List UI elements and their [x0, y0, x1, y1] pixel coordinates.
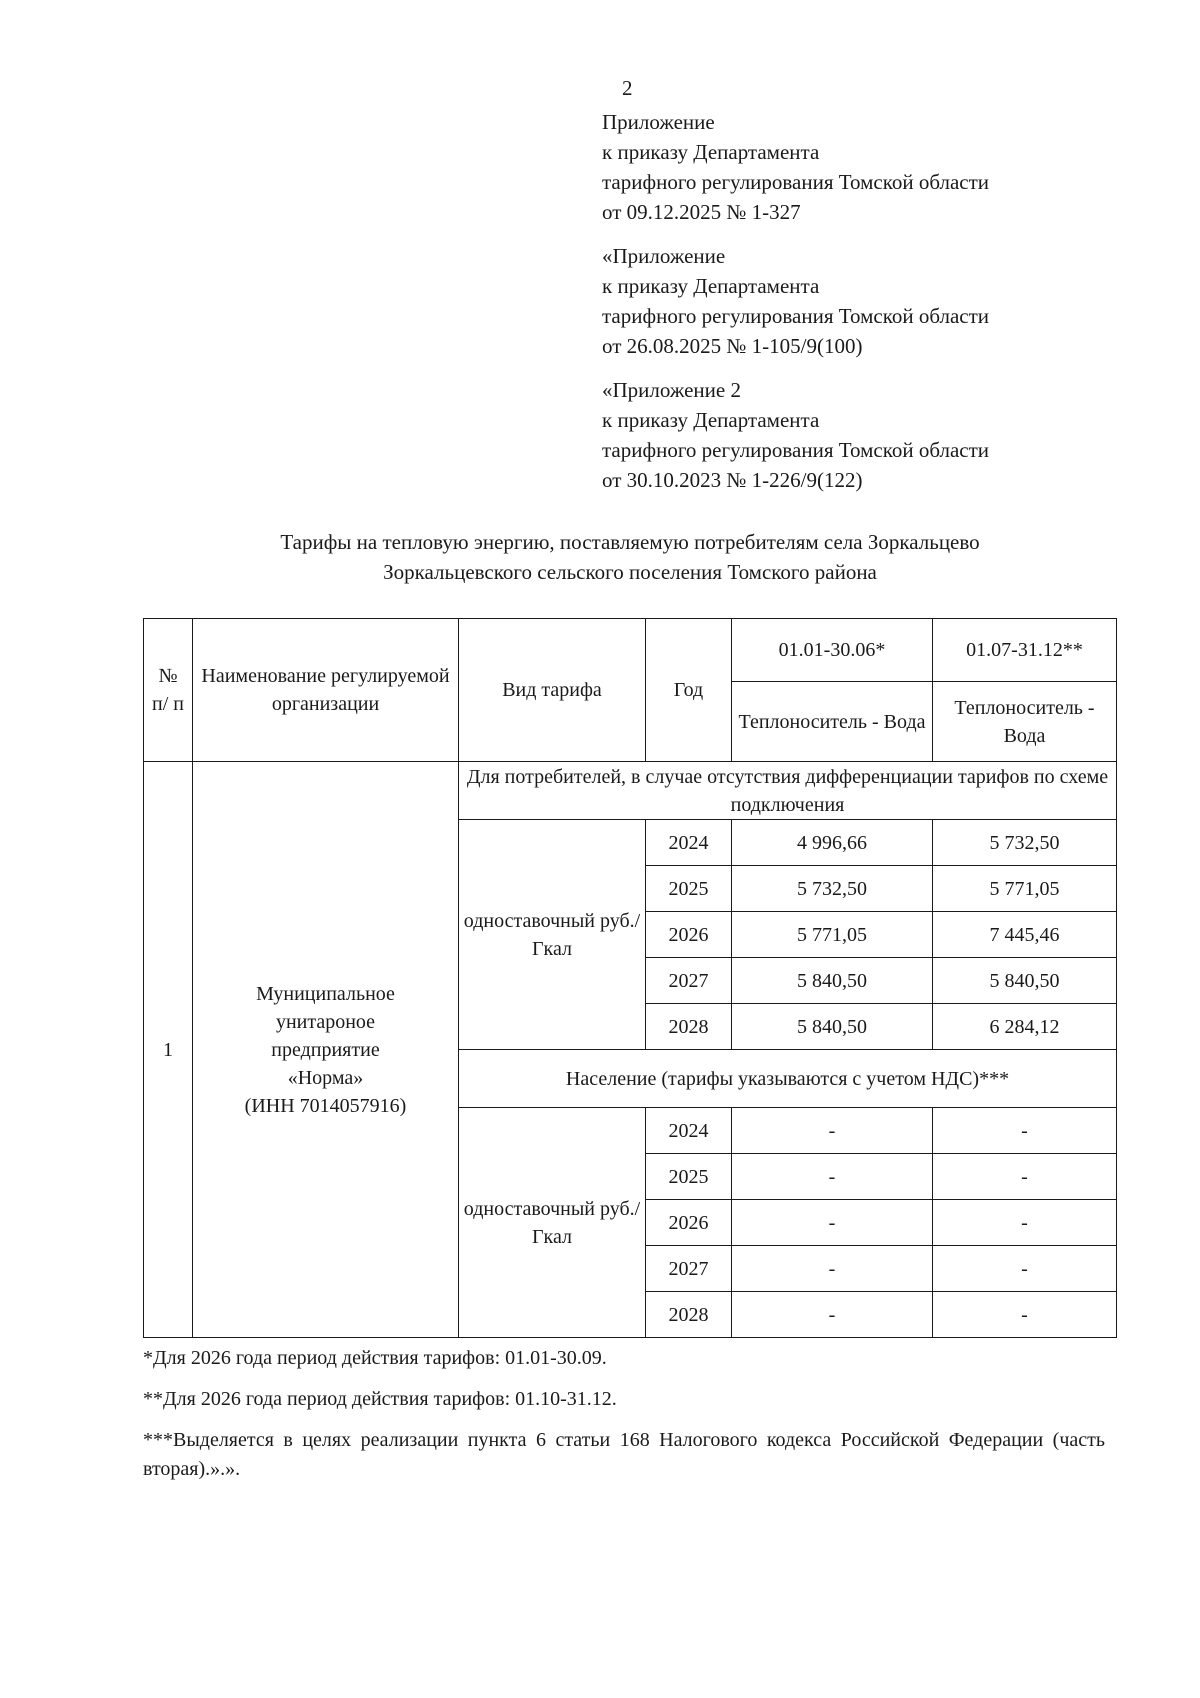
- value-cell: -: [933, 1246, 1117, 1292]
- header-period-1: 01.01-30.06*: [732, 619, 933, 682]
- section-heading-row: [144, 762, 1117, 820]
- year-cell: 2026: [646, 1200, 732, 1246]
- row-number: 1: [144, 762, 193, 1338]
- section-heading: Население (тарифы указываются с учетом НДС)***: [459, 1050, 1117, 1108]
- document-title: [140, 527, 1120, 587]
- footnotes: [143, 1344, 1105, 1496]
- value-cell: 5 771,05: [933, 866, 1117, 912]
- page-number: 2: [622, 76, 633, 100]
- year-cell: 2025: [646, 1154, 732, 1200]
- org-line: Муниципальное: [256, 982, 395, 1005]
- value-cell: 5 840,50: [732, 958, 933, 1004]
- value-cell: -: [732, 1246, 933, 1292]
- header-tariff-type: Вид тарифа: [459, 619, 646, 762]
- appendix-line: тарифного регулирования Томской области: [602, 304, 990, 328]
- value-cell: 5 732,50: [732, 866, 933, 912]
- org-line: предприятие: [271, 1038, 380, 1061]
- value-cell: 5 840,50: [732, 1004, 933, 1050]
- value-cell: 5 840,50: [933, 958, 1117, 1004]
- header-num: № п/ п: [144, 619, 193, 762]
- appendix-line: «Приложение: [602, 244, 726, 268]
- org-line: «Норма»: [287, 1066, 364, 1089]
- value-cell: -: [933, 1292, 1117, 1338]
- year-cell: 2027: [646, 958, 732, 1004]
- value-cell: 5 732,50: [933, 820, 1117, 866]
- appendix-line: тарифного регулирования Томской области: [602, 170, 990, 194]
- value-cell: 5 771,05: [732, 912, 933, 958]
- table-header-row: [144, 619, 1117, 682]
- year-cell: 2026: [646, 912, 732, 958]
- appendix-line: от 09.12.2025 № 1-327: [602, 200, 801, 224]
- appendix-line: от 26.08.2025 № 1-105/9(100): [602, 334, 863, 358]
- year-cell: 2024: [646, 1108, 732, 1154]
- value-cell: -: [933, 1200, 1117, 1246]
- organization-name: [193, 762, 459, 1338]
- appendix-line: к приказу Департамента: [602, 274, 820, 298]
- section-heading: Для потребителей, в случае отсутствия дифференциации тарифов по схеме подключения: [459, 762, 1117, 820]
- appendix-line: «Приложение 2: [602, 378, 741, 402]
- appendix-line: от 30.10.2023 № 1-226/9(122): [602, 468, 863, 492]
- year-cell: 2028: [646, 1292, 732, 1338]
- header-year: Год: [646, 619, 732, 762]
- header-period-2: 01.07-31.12**: [933, 619, 1117, 682]
- year-cell: 2024: [646, 820, 732, 866]
- header-org: Наименование регулируемой организации: [193, 619, 459, 762]
- value-cell: -: [732, 1200, 933, 1246]
- value-cell: 4 996,66: [732, 820, 933, 866]
- appendix-block-2: [602, 241, 989, 361]
- year-cell: 2027: [646, 1246, 732, 1292]
- tariff-table: [143, 618, 1117, 1338]
- year-cell: 2025: [646, 866, 732, 912]
- year-cell: 2028: [646, 1004, 732, 1050]
- appendix-block-1: [602, 107, 989, 227]
- org-line: унитароное: [275, 1010, 376, 1033]
- header-carrier-1: Теплоноситель - Вода: [732, 682, 933, 762]
- value-cell: -: [732, 1292, 933, 1338]
- appendix-line: к приказу Департамента: [602, 140, 820, 164]
- tariff-type: одноставочный руб./Гкал: [459, 820, 646, 1050]
- value-cell: 6 284,12: [933, 1004, 1117, 1050]
- org-line: (ИНН 7014057916): [244, 1094, 407, 1117]
- title-line-2: Зоркальцевского сельского поселения Томского района: [383, 560, 877, 584]
- footnote: **Для 2026 года период действия тарифов: 01.10-31.12.: [143, 1388, 617, 1410]
- appendix-block-3: [602, 375, 989, 495]
- header-carrier-2: Теплоноситель - Вода: [933, 682, 1117, 762]
- value-cell: -: [933, 1154, 1117, 1200]
- appendix-line: Приложение: [602, 110, 715, 134]
- value-cell: -: [732, 1108, 933, 1154]
- title-line-1: Тарифы на тепловую энергию, поставляемую потребителям села Зоркальцево: [280, 530, 980, 554]
- footnote: ***Выделяется в целях реализации пункта 6 статьи 168 Налогового кодекса Российской Федерации (часть вторая).».».: [143, 1429, 1105, 1480]
- value-cell: 7 445,46: [933, 912, 1117, 958]
- value-cell: -: [732, 1154, 933, 1200]
- tariff-type: одноставочный руб./Гкал: [459, 1108, 646, 1338]
- appendix-line: к приказу Департамента: [602, 408, 820, 432]
- appendix-line: тарифного регулирования Томской области: [602, 438, 990, 462]
- footnote: *Для 2026 года период действия тарифов: 01.01-30.09.: [143, 1347, 607, 1369]
- value-cell: -: [933, 1108, 1117, 1154]
